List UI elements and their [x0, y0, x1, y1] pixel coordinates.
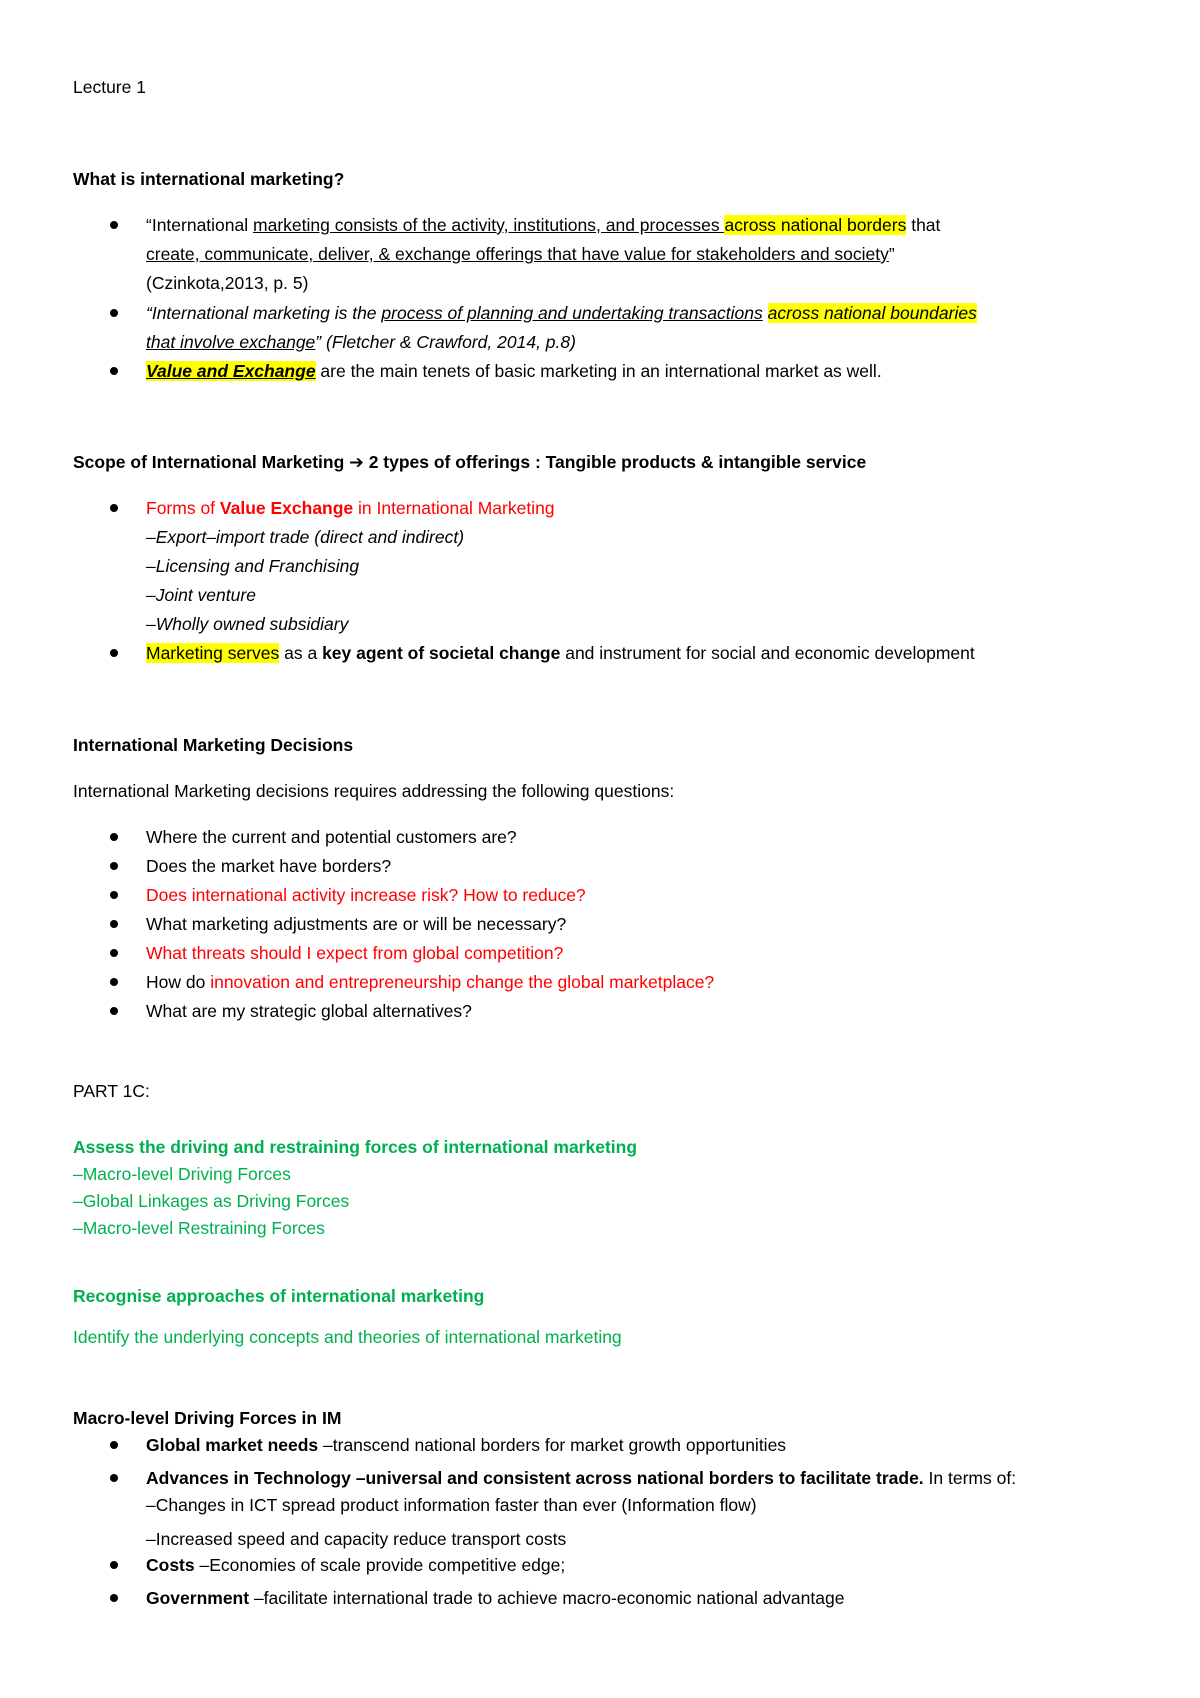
driving-force-item: Global market needs –transcend national borders for market growth opportunities [146, 1435, 787, 1455]
bullet-icon [110, 221, 118, 229]
driving-force-item: Costs –Economies of scale provide competitive edge; [146, 1555, 566, 1575]
driving-force-item: Advances in Technology –universal and consistent across national borders to facilitate trade. In terms of: [146, 1468, 1017, 1488]
value-exchange-point: Value and Exchange are the main tenets of basic marketing in an international market as well. [146, 361, 882, 381]
bullet-icon [110, 978, 118, 986]
bullet-icon [110, 1474, 118, 1482]
definition-1-line-1: “International marketing consists of the activity, institutions, and processes across national borders that [146, 215, 941, 235]
bullet-icon [110, 649, 118, 657]
bullet-icon [110, 309, 118, 317]
forms-of-value-exchange: Forms of Value Exchange in International Marketing [146, 498, 555, 518]
bullet-icon [110, 891, 118, 899]
bullet-icon [110, 920, 118, 928]
question-item: Does the market have borders? [146, 856, 392, 876]
bullet-icon [110, 1561, 118, 1569]
definition-1-citation: (Czinkota,2013, p. 5) [146, 273, 309, 293]
objective-recognise: Recognise approaches of international marketing [73, 1286, 485, 1306]
form-item: –Export–import trade (direct and indirect) [146, 527, 465, 547]
question-item: What threats should I expect from global competition? [146, 943, 564, 963]
section-heading-what-is-im: What is international marketing? [73, 169, 345, 189]
form-item: –Licensing and Franchising [146, 556, 360, 576]
bullet-icon [110, 1594, 118, 1602]
definition-1-line-2: create, communicate, deliver, & exchange offerings that have value for stakeholders and society” [146, 244, 895, 264]
driving-force-item: Government –facilitate international trade to achieve macro-economic national advantage [146, 1588, 845, 1608]
decisions-intro: International Marketing decisions requires addressing the following questions: [73, 781, 675, 801]
part-label: PART 1C: [73, 1081, 150, 1101]
bullet-icon [110, 367, 118, 375]
definition-2-line-1: “International marketing is the process of planning and undertaking transactions across national boundaries [146, 303, 977, 323]
assess-item: –Global Linkages as Driving Forces [73, 1191, 350, 1211]
bullet-icon [110, 504, 118, 512]
bullet-icon [110, 1007, 118, 1015]
question-item: What marketing adjustments are or will be necessary? [146, 914, 567, 934]
form-item: –Wholly owned subsidiary [146, 614, 349, 634]
assess-item: –Macro-level Driving Forces [73, 1164, 291, 1184]
question-item: Does international activity increase risk? How to reduce? [146, 885, 586, 905]
marketing-serves-point: Marketing serves as a key agent of societal change and instrument for social and economic development [146, 643, 975, 663]
section-heading-driving-forces: Macro-level Driving Forces in IM [73, 1408, 342, 1428]
section-heading-scope: Scope of International Marketing ➔ 2 types of offerings : Tangible products & intangible service [73, 452, 867, 472]
bullet-icon [110, 862, 118, 870]
arrow-right-icon: ➔ [349, 452, 364, 472]
objective-assess: Assess the driving and restraining forces of international marketing [73, 1137, 638, 1157]
technology-sub-item: –Increased speed and capacity reduce transport costs [146, 1529, 567, 1549]
objective-identify: Identify the underlying concepts and theories of international marketing [73, 1327, 622, 1347]
bullet-icon [110, 1441, 118, 1449]
question-item: What are my strategic global alternatives? [146, 1001, 472, 1021]
form-item: –Joint venture [146, 585, 256, 605]
question-item: How do innovation and entrepreneurship change the global marketplace? [146, 972, 715, 992]
assess-item: –Macro-level Restraining Forces [73, 1218, 325, 1238]
section-heading-decisions: International Marketing Decisions [73, 735, 354, 755]
lecture-label: Lecture 1 [73, 77, 146, 97]
definition-2-line-2: that involve exchange” (Fletcher & Crawford, 2014, p.8) [146, 332, 576, 352]
question-item: Where the current and potential customers are? [146, 827, 517, 847]
bullet-icon [110, 833, 118, 841]
technology-sub-item: –Changes in ICT spread product information faster than ever (Information flow) [146, 1495, 757, 1515]
bullet-icon [110, 949, 118, 957]
